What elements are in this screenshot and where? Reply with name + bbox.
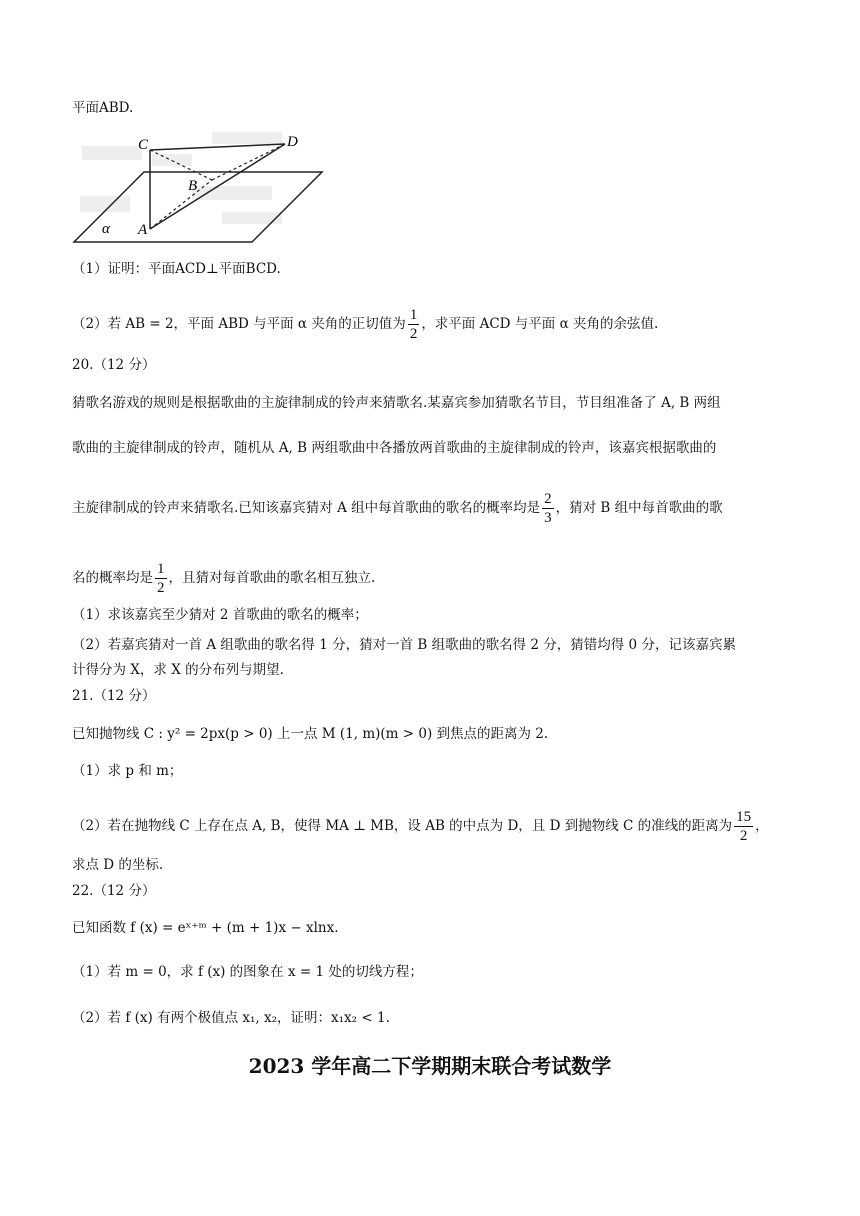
q20-paragraph-line-3: 主旋律制成的铃声来猜歌名.已知该嘉宾猜对 A 组中每首歌曲的歌名的概率均是 $\frac{2}{3}$ ，猜对 B 组中每首歌曲的歌 — [72, 491, 723, 526]
geometry-figure — [72, 126, 332, 246]
q21-header: 21.（12 分） — [72, 688, 156, 704]
q21-stem: 已知抛物线 C : y² = 2px(p > 0) 上一点 M (1, m)(m > 0) 到焦点的距离为 2. — [72, 726, 549, 742]
edge-BD — [212, 144, 285, 180]
q22-part1: （1）若 m = 0，求 f (x) 的图象在 x = 1 处的切线方程； — [72, 964, 423, 980]
edge-CD — [150, 144, 285, 150]
fraction: $\frac{1}{2}$ — [409, 307, 418, 342]
q19-part2: （2）若 AB = 2，平面 ABD 与平面 α 夹角的正切值为 $\frac{1}{2}$ ，求平面 ACD 与平面 α 夹角的余弦值. — [72, 307, 659, 342]
q21-part2: （2）若在抛物线 C 上存在点 A, B，使得 MA ⊥ MB，设 AB 的中点为 D，且 D 到抛物线 C 的准线的距离为 $\frac{15}{2}$ ， — [72, 809, 769, 844]
q22-stem: 已知函数 f (x) = eˣ⁺ᵐ + (m + 1)x − xlnx. — [72, 920, 339, 936]
q21-part2-line-2: 求点 D 的坐标. — [72, 857, 164, 873]
q20-part2-line-1: （2）若嘉宾猜对一首 A 组歌曲的歌名得 1 分，猜对一首 B 组歌曲的歌名得 2 分，猜错均得 0 分，记该嘉宾累 — [72, 637, 736, 653]
q19-part1: （1）证明：平面ACD⊥平面BCD. — [72, 261, 281, 277]
label-C: C — [138, 137, 149, 153]
q20-paragraph-line-1: 猜歌名游戏的规则是根据歌曲的主旋律制成的铃声来猜歌名.某嘉宾参加猜歌名节目，节目组准备了 A, B 两组 — [72, 395, 721, 411]
q19-intro-end: 平面ABD. — [72, 100, 134, 116]
label-alpha: α — [102, 221, 110, 237]
q20-part1: （1）求该嘉宾至少猜对 2 首歌曲的歌名的概率； — [72, 607, 368, 623]
q20-paragraph-line-4: 名的概率均是 $\frac{1}{2}$ ，且猜对每首歌曲的歌名相互独立. — [72, 561, 376, 596]
fraction: $\frac{2}{3}$ — [544, 491, 552, 526]
fraction: $\frac{1}{2}$ — [157, 561, 165, 596]
label-A: A — [138, 222, 148, 238]
q21-part1: （1）求 p 和 m； — [72, 763, 183, 779]
q20-paragraph-line-2: 歌曲的主旋律制成的铃声，随机从 A, B 两组歌曲中各播放两首歌曲的主旋律制成的铃声，该嘉宾根据歌曲的 — [72, 440, 717, 456]
fraction: $\frac{15}{2}$ — [736, 809, 752, 844]
q22-header: 22.（12 分） — [72, 883, 156, 899]
q20-header: 20.（12 分） — [72, 357, 156, 373]
label-D: D — [287, 134, 298, 150]
footer-title: 2023 学年高二下学期期末联合考试数学 — [248, 1054, 612, 1078]
q22-part2: （2）若 f (x) 有两个极值点 x₁, x₂，证明：x₁x₂ < 1. — [72, 1010, 390, 1026]
edge-AB — [150, 180, 212, 229]
q20-part2-line-2: 计得分为 X，求 X 的分布列与期望. — [72, 662, 284, 678]
label-B: B — [188, 178, 198, 194]
